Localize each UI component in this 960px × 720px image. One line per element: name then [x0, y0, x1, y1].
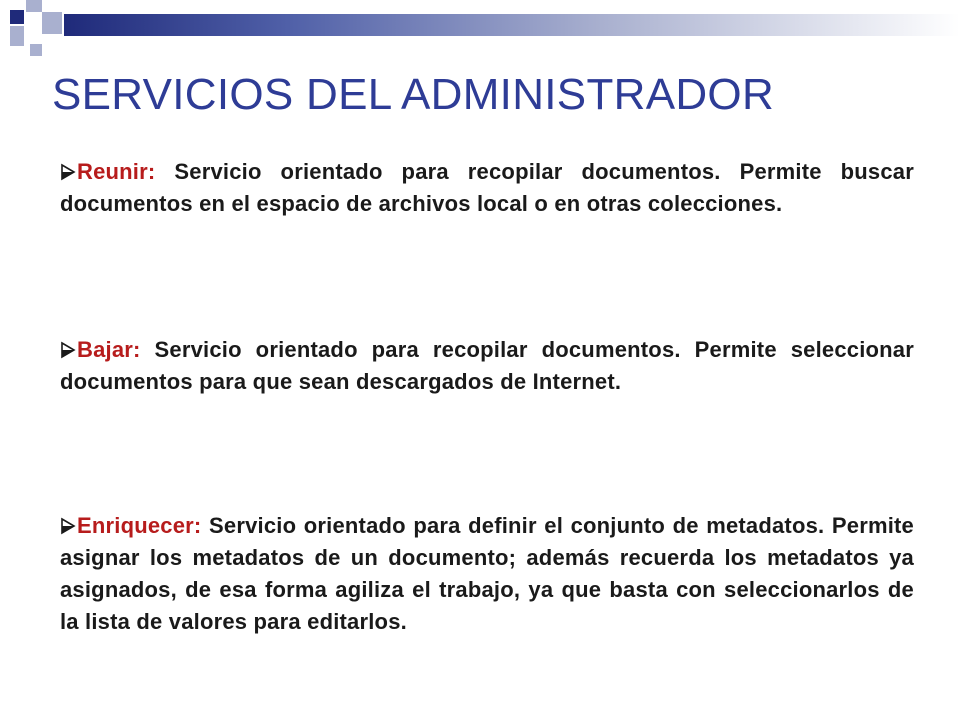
service-term: Reunir:: [77, 159, 156, 184]
service-term: Bajar:: [77, 337, 141, 362]
list-item: [60, 156, 914, 220]
service-description: Servicio orientado para recopilar documentos. Permite buscar documentos en el espacio de archivos local o en otras colecciones.: [60, 159, 914, 216]
service-term: Enriquecer:: [77, 513, 202, 538]
arrow-bullet-icon: [60, 517, 76, 535]
arrow-bullet-icon: [60, 163, 76, 181]
list-item: [60, 334, 914, 398]
header-gradient-bar: [64, 14, 960, 36]
page-title: SERVICIOS DEL ADMINISTRADOR: [52, 70, 775, 119]
arrow-bullet-icon: [60, 341, 76, 359]
list-item: [60, 510, 914, 638]
service-description: Servicio orientado para definir el conjunto de metadatos. Permite asignar los metadatos de un documento; además recuerda los metadatos ya asignados, de esa forma agiliza el trabajo, ya que basta con seleccionarlos de la lista de valores para editarlos.: [60, 513, 914, 634]
service-description: Servicio orientado para recopilar documentos. Permite seleccionar documentos para que sean descargados de Internet.: [60, 337, 914, 394]
